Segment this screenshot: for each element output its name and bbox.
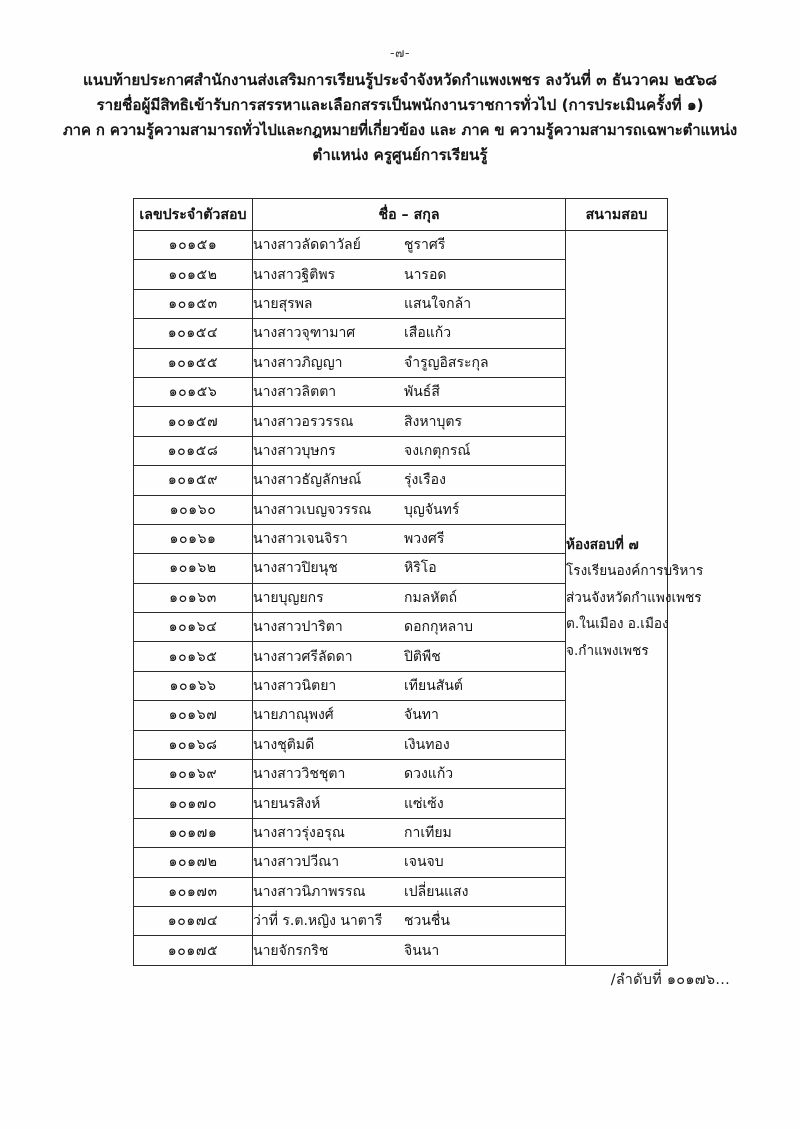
surname: จำรูญอิสระกุล	[404, 354, 489, 371]
cell-full-name	[253, 642, 566, 671]
cell-full-name	[253, 936, 566, 965]
name-row	[253, 234, 565, 256]
cell-exam-id: ๑๐๑๗๔	[134, 906, 253, 935]
table-header-row	[134, 199, 668, 231]
cell-exam-id: ๑๐๑๗๑	[134, 818, 253, 847]
surname: เจนจบ	[404, 854, 444, 871]
given-name: นายภาณุพงศ์	[253, 707, 334, 724]
given-name: นางสาวปวีณา	[253, 854, 340, 871]
given-name: นางสาวปิยนุช	[253, 560, 338, 577]
given-name: นายจักรกริช	[253, 942, 329, 959]
name-row	[253, 352, 565, 374]
cell-exam-id: ๑๐๑๖๙	[134, 760, 253, 789]
given-name: นางสาวภิญญา	[253, 354, 343, 371]
given-name: นางสาวนิตยา	[253, 678, 337, 695]
given-name: นางสาวฐิติพร	[253, 266, 336, 283]
given-name: นางสาวบุษกร	[253, 442, 336, 459]
name-row	[253, 411, 565, 433]
surname: หิริโอ	[404, 560, 437, 577]
surname: เงินทอง	[404, 736, 450, 753]
cell-exam-id: ๑๐๑๕๖	[134, 377, 253, 406]
cell-full-name	[253, 554, 566, 583]
cell-exam-id: ๑๐๑๕๗	[134, 407, 253, 436]
column-header-venue: สนามสอบ	[566, 199, 668, 231]
table-row	[134, 231, 668, 260]
name-row	[253, 910, 565, 932]
cell-exam-id: ๑๐๑๗๓	[134, 877, 253, 906]
given-name: นางสาวอรวรรณ	[253, 413, 354, 430]
cell-full-name	[253, 906, 566, 935]
given-name: นางสาวธัญลักษณ์	[253, 472, 362, 489]
venue-block	[566, 532, 741, 665]
name-row	[253, 440, 565, 462]
cell-exam-id: ๑๐๑๖๕	[134, 642, 253, 671]
cell-exam-id: ๑๐๑๖๓	[134, 583, 253, 612]
given-name: นางสาวจุฑามาศ	[253, 325, 356, 342]
surname: เทียนสันต์	[404, 678, 463, 695]
cell-full-name	[253, 671, 566, 700]
cell-full-name	[253, 407, 566, 436]
surname: พันธ์สี	[404, 384, 440, 401]
cell-full-name	[253, 231, 566, 260]
name-row	[253, 763, 565, 785]
surname: ชวนชื่น	[404, 913, 451, 930]
name-row	[253, 704, 565, 726]
cell-full-name	[253, 848, 566, 877]
name-row	[253, 881, 565, 903]
cell-full-name	[253, 760, 566, 789]
cell-exam-id: ๑๐๑๕๕	[134, 348, 253, 377]
cell-exam-id: ๑๐๑๗๒	[134, 848, 253, 877]
heading-line-4: ตำแหน่ง ครูศูนย์การเรียนรู้	[312, 146, 488, 164]
table-header	[134, 199, 668, 231]
name-row	[253, 851, 565, 873]
surname: เปลี่ยนแสง	[404, 883, 469, 900]
column-header-name: ชื่อ – สกุล	[253, 199, 566, 231]
name-row	[253, 675, 565, 697]
cell-exam-id: ๑๐๑๕๘	[134, 436, 253, 465]
surname: จงเกตุกรณ์	[404, 442, 471, 459]
surname: สิงหาบุตร	[404, 413, 462, 430]
cell-full-name	[253, 730, 566, 759]
cell-full-name	[253, 289, 566, 318]
cell-exam-id: ๑๐๑๕๔	[134, 319, 253, 348]
name-row	[253, 264, 565, 286]
name-row	[253, 822, 565, 844]
column-header-exam-id: เลขประจำตัวสอบ	[134, 199, 253, 231]
name-row	[253, 646, 565, 668]
given-name: นายนรสิงห์	[253, 795, 321, 812]
roster-table-container	[133, 198, 704, 966]
venue-line: ห้องสอบที่ ๗	[566, 536, 639, 553]
cell-exam-id: ๑๐๑๖๐	[134, 495, 253, 524]
cell-full-name	[253, 877, 566, 906]
name-row	[253, 793, 565, 815]
name-row	[253, 940, 565, 962]
cell-full-name	[253, 613, 566, 642]
given-name: นางสาวปาริตา	[253, 619, 343, 636]
cell-full-name	[253, 260, 566, 289]
cell-exam-id: ๑๐๑๕๑	[134, 231, 253, 260]
surname: รุ่งเรือง	[404, 472, 446, 489]
given-name: นายบุญยกร	[253, 589, 324, 606]
cell-full-name	[253, 818, 566, 847]
cell-exam-id: ๑๐๑๖๑	[134, 524, 253, 553]
surname: แซ่เซ้ง	[404, 795, 444, 812]
surname: กมลหัตถ์	[404, 589, 458, 606]
given-name: นางสาวรุ่งอรุณ	[253, 825, 345, 841]
name-row	[253, 528, 565, 550]
surname: ดวงแก้ว	[404, 766, 454, 783]
name-row	[253, 293, 565, 315]
surname: เสือแก้ว	[404, 325, 452, 342]
name-row	[253, 499, 565, 521]
document-heading	[0, 62, 800, 168]
cell-full-name	[253, 377, 566, 406]
cell-full-name	[253, 436, 566, 465]
surname: ชูราศรี	[404, 237, 446, 254]
page-number-marker: -๗-	[390, 45, 410, 60]
cell-full-name	[253, 701, 566, 730]
surname: ดอกกุหลาบ	[404, 619, 474, 636]
cell-full-name	[253, 348, 566, 377]
venue-line: ส่วนจังหวัดกำแพงเพชร	[566, 589, 702, 606]
given-name: นางสาววิชชุตา	[253, 766, 346, 783]
cell-full-name	[253, 495, 566, 524]
name-row	[253, 734, 565, 756]
heading-line-3: ภาค ก ความรู้ความสามารถทั่วไปและกฎหมายที่เกี่ยวข้อง และ ภาค ข ความรู้ความสามารถเฉพาะตำแหน่ง	[62, 121, 738, 139]
surname: กาเทียม	[404, 825, 452, 841]
cell-exam-id: ๑๐๑๗๕	[134, 936, 253, 965]
given-name: นางสาวศรีลัดดา	[253, 648, 353, 665]
surname: นารอด	[404, 266, 447, 283]
name-row	[253, 616, 565, 638]
name-row	[253, 587, 565, 609]
cell-exam-id: ๑๐๑๕๒	[134, 260, 253, 289]
cell-exam-id: ๑๐๑๖๖	[134, 671, 253, 700]
heading-line-2: รายชื่อผู้มีสิทธิเข้ารับการสรรหาและเลือกสรรเป็นพนักงานราชการทั่วไป (การประเมินครั้งที่ ๑)	[96, 96, 704, 114]
surname: บุญจันทร์	[404, 501, 460, 518]
cell-exam-id: ๑๐๑๖๘	[134, 730, 253, 759]
venue-line: จ.กำแพงเพชร	[566, 642, 649, 659]
venue-line: ต.ในเมือง อ.เมือง	[566, 616, 669, 633]
surname: แสนใจกล้า	[404, 295, 472, 312]
given-name: นางสาวเบญจวรรณ	[253, 501, 372, 518]
cell-exam-id: ๑๐๑๕๙	[134, 466, 253, 495]
cell-exam-id: ๑๐๑๖๗	[134, 701, 253, 730]
cell-exam-id: ๑๐๑๗๐	[134, 789, 253, 818]
given-name: นางสาวลัดดาวัลย์	[253, 237, 361, 254]
roster-table	[133, 198, 704, 966]
table-body	[134, 231, 704, 966]
cell-exam-id: ๑๐๑๖๒	[134, 554, 253, 583]
cell-full-name	[253, 583, 566, 612]
venue-line: โรงเรียนองค์การบริหาร	[566, 563, 704, 580]
surname: จินนา	[404, 942, 440, 959]
given-name: นางสาวเจนจิรา	[253, 531, 348, 548]
name-row	[253, 557, 565, 579]
cell-exam-id: ๑๐๑๕๓	[134, 289, 253, 318]
given-name: นางสาวลิตตา	[253, 384, 337, 401]
surname: จันทา	[404, 707, 439, 724]
cell-exam-id: ๑๐๑๖๔	[134, 613, 253, 642]
heading-line-1: แนบท้ายประกาศสำนักงานส่งเสริมการเรียนรู้ประจำจังหวัดกำแพงเพชร ลงวันที่ ๓ ธันวาคม ๒๕๖๘	[83, 71, 717, 89]
cell-full-name	[253, 789, 566, 818]
given-name: นายสุรพล	[253, 295, 313, 312]
given-name: ว่าที่ ร.ต.หญิง นาตารี	[253, 913, 383, 930]
name-row	[253, 381, 565, 403]
cell-full-name	[253, 319, 566, 348]
name-row	[253, 469, 565, 491]
given-name: นางชุติมดี	[253, 736, 315, 753]
footer-continuation-note: /ลำดับที่ ๑๐๑๗๖...	[610, 972, 730, 988]
name-row	[253, 322, 565, 344]
cell-full-name	[253, 466, 566, 495]
given-name: นางสาวนิภาพรรณ	[253, 883, 366, 900]
surname: พวงศรี	[404, 531, 445, 548]
cell-full-name	[253, 524, 566, 553]
surname: ปิติพืช	[404, 648, 441, 665]
cell-exam-venue	[566, 231, 704, 966]
